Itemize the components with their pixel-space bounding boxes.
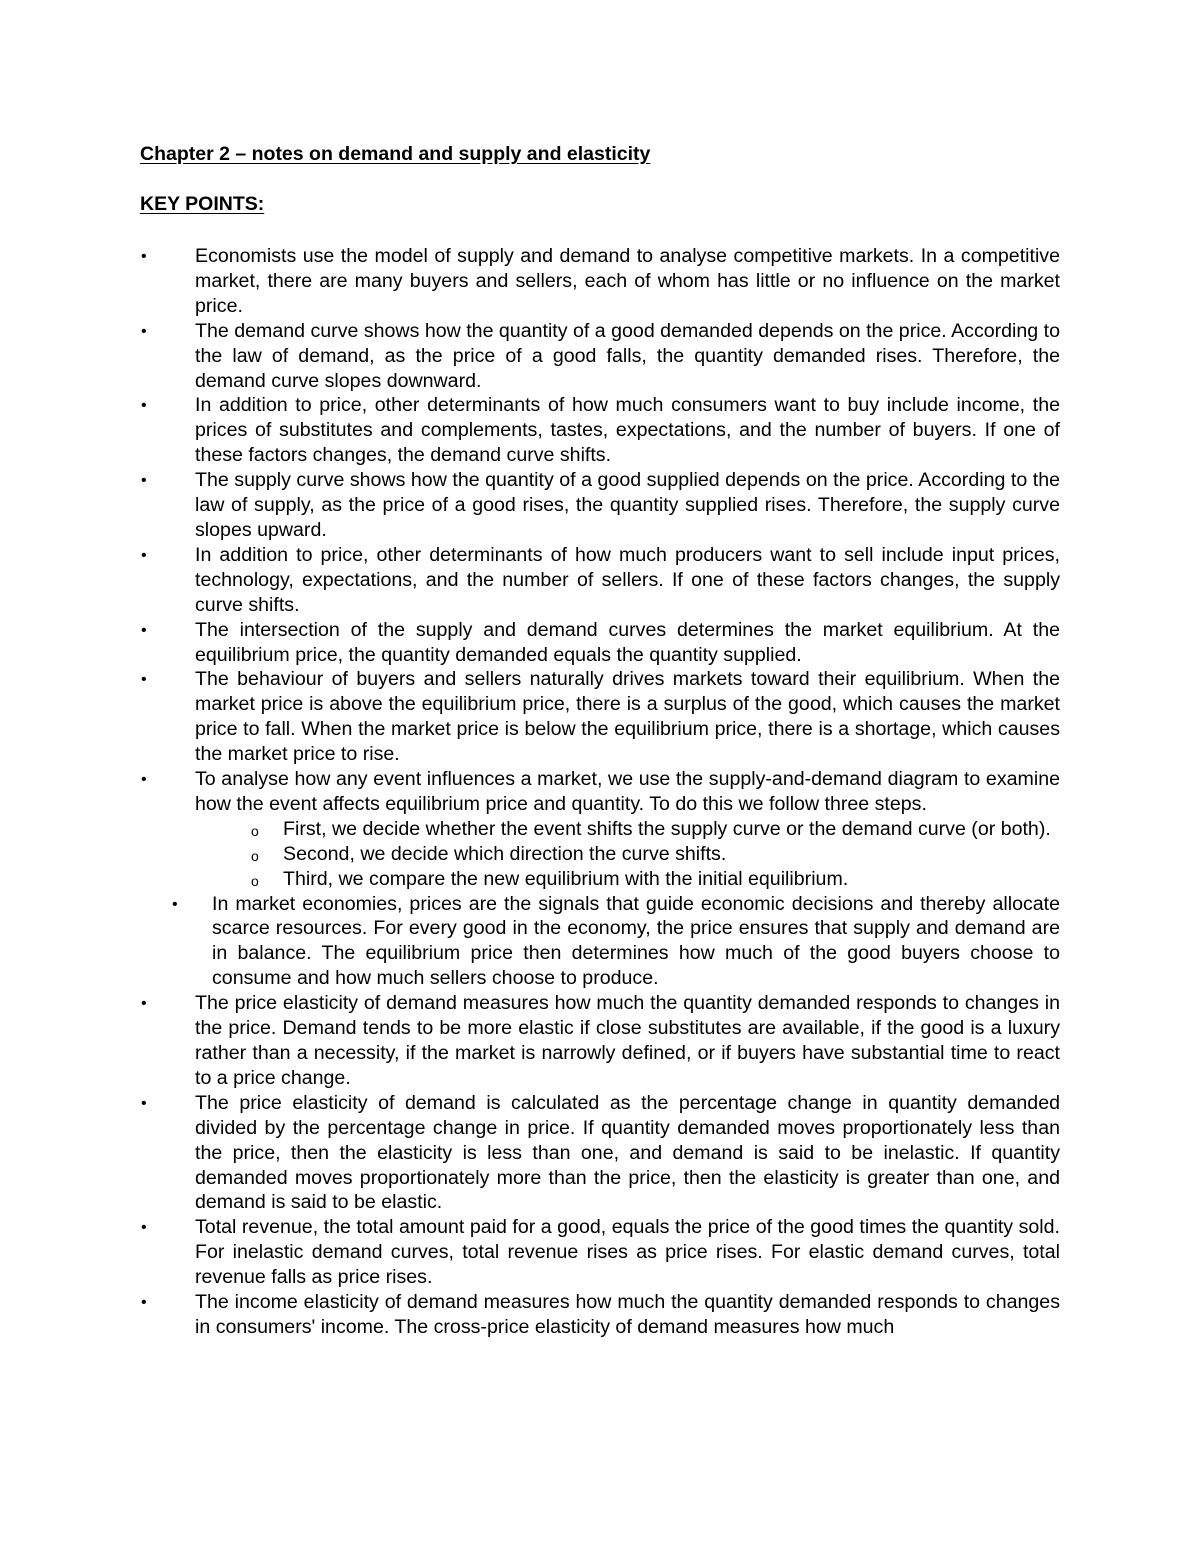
sub-bullet-icon: o bbox=[251, 822, 259, 839]
key-point-text: The behaviour of buyers and sellers naturally drives markets toward their equilibrium. When the market price is above the equilibrium price, there is a surplus of the good, which causes the market price to fall. When the market price is below the equilibrium price, there is a shortage, which causes the market price to rise. bbox=[195, 668, 1060, 766]
step-item bbox=[195, 817, 1060, 842]
key-point bbox=[0, 244, 1060, 319]
step-item bbox=[195, 867, 1060, 892]
key-point bbox=[0, 1215, 1060, 1290]
bullet-icon: • bbox=[172, 895, 178, 913]
key-point-text: The supply curve shows how the quantity of a good supplied depends on the price. According to the law of supply, as the price of a good rises, the quantity supplied rises. Therefore, the supply curve slopes upward. bbox=[195, 469, 1060, 541]
key-point bbox=[0, 1091, 1060, 1216]
bullet-icon: • bbox=[141, 995, 147, 1013]
key-point-text: The price elasticity of demand is calculated as the percentage change in quantity demanded divided by the percentage change in price. If quantity demanded moves proportionately less than the price, then the elasticity is less than one, and demand is said to be inelastic. If quantity demanded moves proportionately more than the price, then the elasticity is greater than one, and demand is said to be elastic. bbox=[195, 1091, 1060, 1214]
steps-list bbox=[195, 817, 1060, 892]
key-point-text: In addition to price, other determinants of how much consumers want to buy include income, the prices of substitutes and complements, tastes, expectations, and the number of buyers. If one of these factors changes, the demand curve shifts. bbox=[195, 394, 1060, 467]
key-point-text: The price elasticity of demand measures how much the quantity demanded responds to changes in the price. Demand tends to be more elastic if close substitutes are available, if the good is a luxury rather than a necessity, if the market is narrowly defined, or if buyers have substantial time to react to a price change. bbox=[195, 992, 1060, 1089]
key-point bbox=[0, 991, 1060, 1091]
key-points-list bbox=[0, 244, 1200, 1340]
key-point-text: In addition to price, other determinants of how much producers want to sell include input prices, technology, expectations, and the number of sellers. If one of these factors changes, the supply curve shifts. bbox=[195, 543, 1060, 616]
sub-bullet-icon: o bbox=[251, 872, 259, 889]
key-point bbox=[0, 468, 1060, 543]
key-point-text: In market economies, prices are the signals that guide economic decisions and thereby allocate scarce resources. For every good in the economy, the price ensures that supply and demand are in balance. The equilibrium price then determines how much of the good buyers choose to consume and how much sellers choose to produce. bbox=[212, 892, 1060, 990]
sub-bullet-icon: o bbox=[251, 847, 259, 864]
step-text: Second, we decide which direction the curve shifts. bbox=[283, 842, 727, 865]
bullet-icon: • bbox=[141, 671, 147, 689]
page-title: Chapter 2 – notes on demand and supply and elasticity bbox=[140, 143, 651, 165]
bullet-icon: • bbox=[141, 248, 147, 265]
key-point bbox=[0, 1290, 1060, 1340]
step-text: Third, we compare the new equilibrium with the initial equilibrium. bbox=[283, 867, 849, 890]
key-point bbox=[0, 892, 1060, 992]
key-point bbox=[0, 618, 1060, 668]
bullet-icon: • bbox=[141, 397, 147, 415]
key-point bbox=[0, 767, 1060, 892]
bullet-icon: • bbox=[141, 1219, 147, 1237]
bullet-icon: • bbox=[141, 546, 147, 564]
key-point bbox=[0, 319, 1060, 394]
key-point-text: The income elasticity of demand measures how much the quantity demanded responds to changes in consumers' income. The cross-price elasticity of demand measures how much bbox=[195, 1291, 1060, 1338]
key-point-text: The intersection of the supply and demand curves determines the market equilibrium. At the equilibrium price, the quantity demanded equals the quantity supplied. bbox=[195, 618, 1060, 666]
key-point-text: The demand curve shows how the quantity of a good demanded depends on the price. According to the law of demand, as the price of a good falls, the quantity demanded rises. Therefore, the demand curve slopes downward. bbox=[195, 319, 1060, 392]
section-heading: KEY POINTS: bbox=[140, 193, 265, 215]
bullet-icon: • bbox=[141, 1094, 147, 1112]
bullet-icon: • bbox=[141, 322, 147, 340]
step-text: First, we decide whether the event shifts the supply curve or the demand curve (or both). bbox=[283, 817, 1051, 840]
bullet-icon: • bbox=[141, 472, 147, 490]
key-point-text: Total revenue, the total amount paid for a good, equals the price of the good times the quantity sold. For inelastic demand curves, total revenue rises as price rises. For elastic demand curves, total revenue falls as price rises. bbox=[195, 1216, 1060, 1289]
key-point-text: Economists use the model of supply and demand to analyse competitive markets. In a competitive market, there are many buyers and sellers, each of whom has little or no influence on the market price. bbox=[195, 245, 1060, 317]
bullet-icon: • bbox=[141, 621, 147, 639]
key-point-text: To analyse how any event influences a market, we use the supply-and-demand diagram to examine how the event affects equilibrium price and quantity. To do this we follow three steps. bbox=[195, 768, 1060, 815]
key-point bbox=[0, 543, 1060, 618]
bullet-icon: • bbox=[141, 771, 147, 789]
step-item bbox=[195, 842, 1060, 867]
bullet-icon: • bbox=[141, 1294, 147, 1312]
key-point bbox=[0, 393, 1060, 468]
key-point bbox=[0, 667, 1060, 767]
